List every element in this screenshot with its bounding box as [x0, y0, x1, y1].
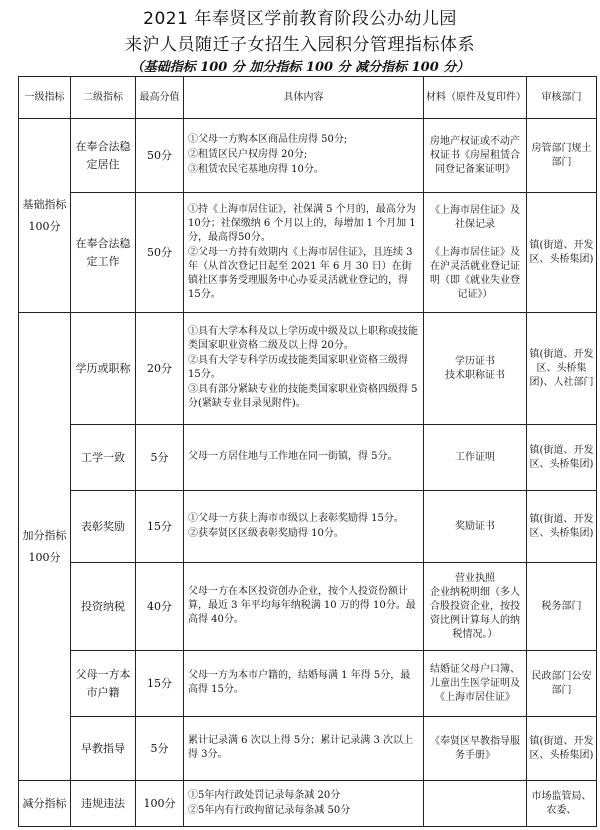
row-material: [424, 781, 527, 827]
header-content: 具体内容: [184, 77, 424, 119]
row-dept: 市场监管局、农委、: [527, 781, 597, 827]
group-cell-bonus: [19, 313, 71, 781]
table-row: [19, 425, 597, 491]
row-material: 奖励证书: [424, 491, 527, 563]
row-name: 表彰奖励: [71, 491, 136, 563]
content-line: ①具有大学本科及以上学历或中级及以上职称或技能类国家职业资格二级及以上得 20分。: [188, 326, 418, 351]
row-dept: 镇(街道、开发区、头桥集团): [527, 491, 597, 563]
content-line: ②具有大学专科学历或技能类国家职业资格三级得 15分。: [188, 355, 408, 380]
group-cell-deduct: [19, 781, 71, 827]
row-name: 在奉合法稳定居住: [71, 119, 136, 193]
row-material: 营业执照 企业纳税明细（多人合股投资企业，按投资比例计算每人的纳税情况。）: [424, 563, 527, 651]
row-dept: 房管部门规土部门: [527, 119, 597, 193]
row-score: 15分: [136, 651, 184, 717]
row-dept: 镇(街道、开发区、头桥集团): [527, 425, 597, 491]
table-header-row: [19, 77, 597, 119]
row-score: 5分: [136, 717, 184, 781]
row-material: 学历证书 技术职称证书: [424, 313, 527, 425]
row-material: 房地产权证或不动产权证书《房屋租赁合同登记备案证明》: [424, 119, 527, 193]
table-row: [19, 651, 597, 717]
row-content: [184, 193, 424, 313]
row-material: 工作证明: [424, 425, 527, 491]
content-line: ②父母一方持有效期内《上海市居住证》，且连续 3 年（从首次登记日起至 2021 年 6 月 30 日）在街镇社区事务受理服务中心办妥灵活就业登记的，得 15分。: [188, 246, 413, 300]
row-score: 50分: [136, 193, 184, 313]
group-label: 基础指标100分: [22, 197, 67, 233]
row-name: 在奉合法稳定工作: [71, 193, 136, 313]
group-label: 加分指标100分: [22, 528, 67, 564]
row-material: 《奉贤区早教指导服务手册》: [424, 717, 527, 781]
table-row: [19, 119, 597, 193]
header-max-score: 最高分值: [136, 77, 184, 119]
row-score: 100分: [136, 781, 184, 827]
row-name: 学历或职称: [71, 313, 136, 425]
row-name: 投资纳税: [71, 563, 136, 651]
content-line: ①5年内行政处罚记录每条减 20分: [188, 789, 341, 801]
content-line: 父母一方在本区投资创办企业，按个人投资份额计算，最近 3 年平均每年纳税满 10 万的得 10分。最高得 40分。: [188, 586, 416, 625]
index-table: [18, 76, 597, 827]
row-score: 5分: [136, 425, 184, 491]
row-content: [184, 563, 424, 651]
content-line: 父母一方为本市户籍的，结婚每满 1 年得 5分，最高得 15分。: [188, 670, 411, 695]
content-line: 父母一方居住地与工作地在同一街镇，得 5分。: [188, 451, 398, 462]
content-line: ③租赁农民宅基地房得 10分。: [188, 164, 324, 175]
content-line: ②租赁区民户权房得 20分;: [188, 149, 308, 160]
group-cell-basic: [19, 119, 71, 313]
content-line: ①持《上海市居住证》，社保满 5 个月的，最高分为 10分；社保缴纳 6 个月以上的，每增加 1 个月加 1分，最高得50分。: [188, 203, 416, 243]
table-row: [19, 563, 597, 651]
row-dept: 民政部门公安部门: [527, 651, 597, 717]
row-dept: 镇(街道、开发区、头桥集团): [527, 717, 597, 781]
group-label: 减分指标: [22, 796, 67, 810]
row-content: [184, 119, 424, 193]
row-material: 结婚证父母户口簿、儿童出生医学证明及《上海市居住证》: [424, 651, 527, 717]
content-line: ③具有部分紧缺专业的技能类国家职业资格四级得 5分(紧缺专业目录见附件)。: [188, 384, 418, 409]
row-content: [184, 491, 424, 563]
content-line: ①父母一方获上海市市级以上表彰奖励得 15分。: [188, 512, 404, 524]
row-score: 50分: [136, 119, 184, 193]
content-line: ②5年内有行政拘留记录每条减 50分: [188, 804, 351, 816]
title-line-2: 来沪人员随迁子女招生入园积分管理指标体系: [125, 35, 475, 55]
subtitle: （基础指标 100 分 加分指标 100 分 减分指标 100 分）: [130, 60, 470, 75]
row-dept: 税务部门: [527, 563, 597, 651]
row-name: 违规违法: [71, 781, 136, 827]
row-score: 40分: [136, 563, 184, 651]
content-line: ②获奉贤区区级表彰奖励得 10分。: [188, 527, 344, 539]
header-level1: 一级指标: [19, 77, 71, 119]
row-name: 父母一方本市户籍: [71, 651, 136, 717]
row-name: 早教指导: [71, 717, 136, 781]
header-dept: 审核部门: [527, 77, 597, 119]
row-dept: 镇(街道、开发区、头桥集团): [527, 193, 597, 313]
row-name: 工学一致: [71, 425, 136, 491]
row-score: 20分: [136, 313, 184, 425]
row-material: 《上海市居住证》及社保记录 《上海市居住证》及在沪灵活就业登记证明（即《就业失业登记证》）: [424, 193, 527, 313]
content-line: ①父母一方购本区商品住房得 50分;: [188, 134, 348, 145]
row-content: [184, 717, 424, 781]
table-row: [19, 781, 597, 827]
table-row: [19, 491, 597, 563]
header-level2: 二级指标: [71, 77, 136, 119]
row-dept: 镇(街道、开发区、头桥集团)、人社部门: [527, 313, 597, 425]
table-row: [19, 313, 597, 425]
table-row: [19, 193, 597, 313]
content-line: 累计记录满 6 次以上得 5分；累计记录满 3 次以上得 3分。: [188, 735, 413, 760]
table-row: [19, 717, 597, 781]
row-score: 15分: [136, 491, 184, 563]
row-content: [184, 651, 424, 717]
header-material: 材料（原件及复印件）: [424, 77, 527, 119]
row-content: [184, 425, 424, 491]
row-content: [184, 313, 424, 425]
title-line-1: 2021 年奉贤区学前教育阶段公办幼儿园: [143, 9, 457, 29]
row-content: [184, 781, 424, 827]
